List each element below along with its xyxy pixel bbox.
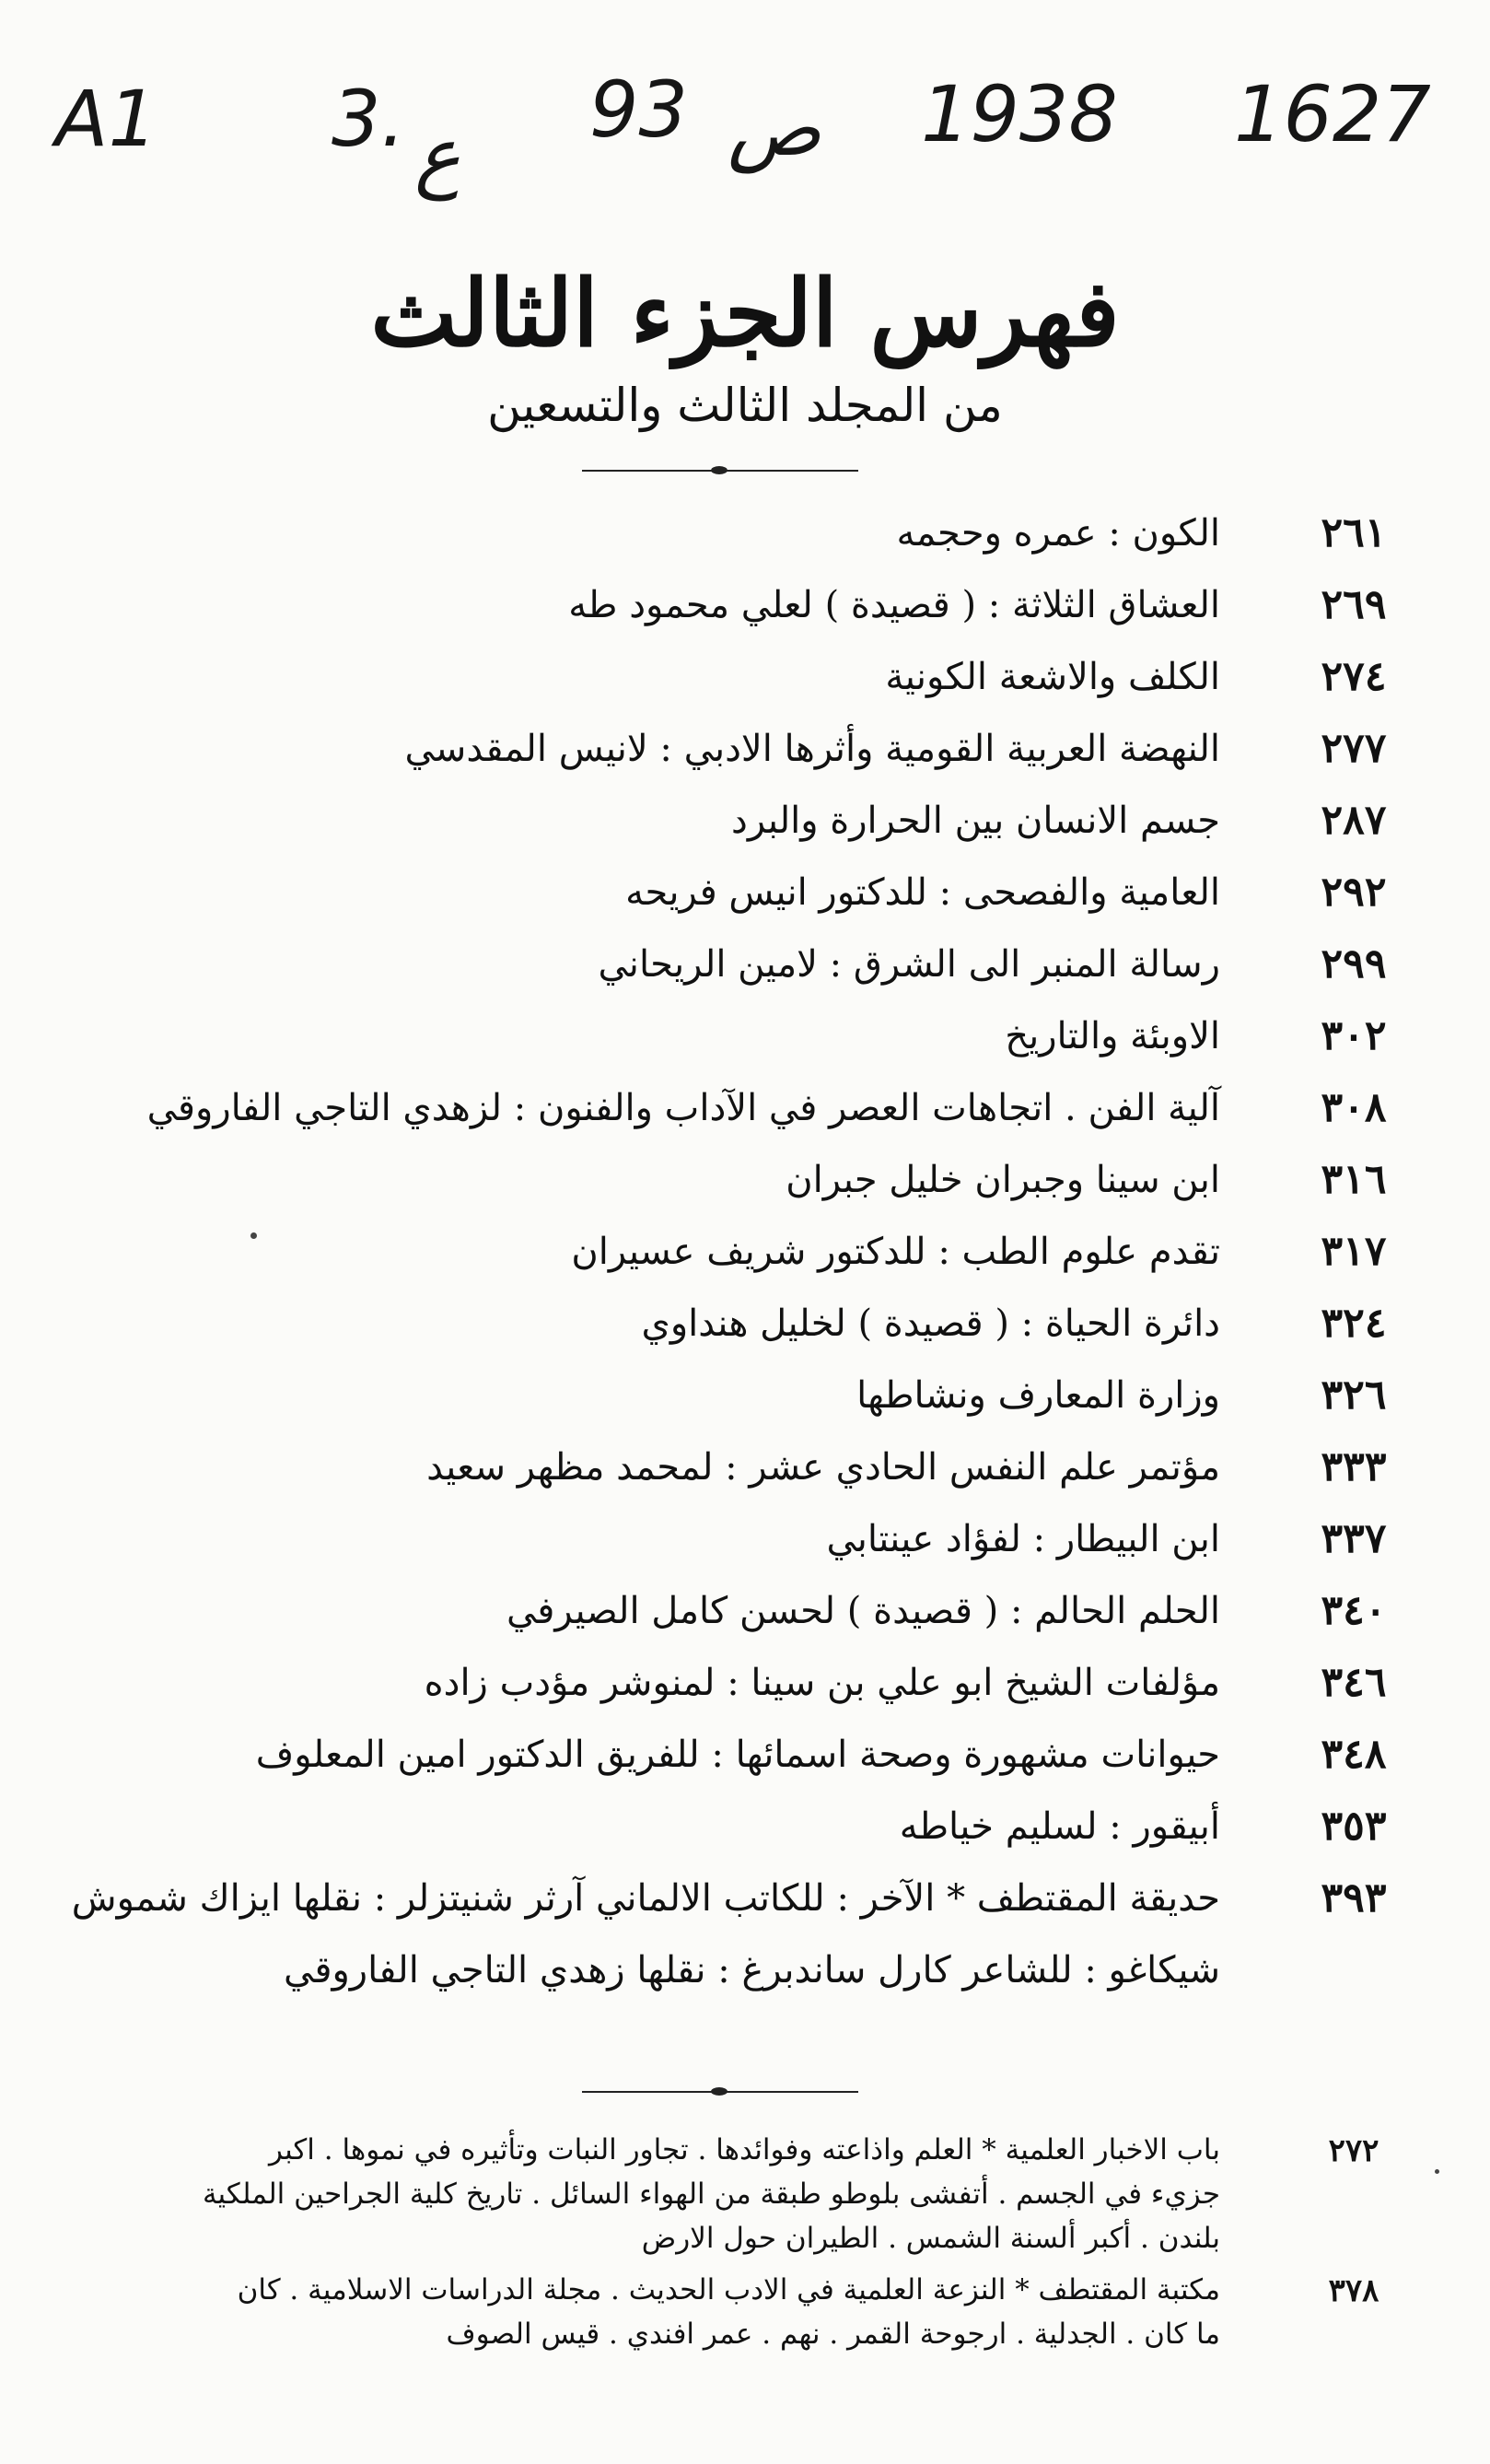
toc-entry-title: مؤتمر علم النفس الحادي عشر : لمحمد مظهر سعيد [426,1446,1220,1489]
toc-page-number: ٣٣٣ [1321,1443,1387,1490]
toc-row [28,1575,1409,1647]
toc-entry-title: وزارة المعارف ونشاطها [856,1374,1220,1417]
toc-entry-title: تقدم علوم الطب : للدكتور شريف عسيران [571,1231,1220,1273]
toc-entry-title: شيكاغو : للشاعر كارل ساندبرغ : نقلها زهدي التاجي الفاروقي [284,1949,1220,1991]
footer-page-number: ٣٧٨ [1328,2272,1379,2309]
footer-page-number: ٢٧٢ [1328,2132,1379,2169]
footer-line: باب الاخبار العلمية * العلم واذاعته وفوائدها . تجاور النبات وتأثيره في نموها . اكبر [269,2133,1220,2166]
toc-entry-title: الكون : عمره وحجمه [896,512,1220,555]
toc-entry-title: مؤلفات الشيخ ابو علي بن سينا : لمنوشر مؤدب زاده [424,1662,1220,1704]
toc-page-number: ٣٢٤ [1321,1300,1387,1347]
toc-row [28,569,1409,641]
toc-row [28,1072,1409,1144]
toc-entry-title: جسم الانسان بين الحرارة والبرد [731,800,1220,842]
toc-entry-title: العشاق الثلاثة : ( قصيدة ) لعلي محمود طه [568,584,1220,626]
toc-row [28,1000,1409,1072]
footer-section [28,2128,1409,2260]
toc-row [28,1288,1409,1360]
toc-row [28,1719,1409,1791]
toc-entry-title: الكلف والاشعة الكونية [885,656,1220,698]
toc-page-number: ٢٨٧ [1321,797,1387,844]
handwritten-annotations [0,64,1490,221]
table-of-contents [28,497,1409,2006]
toc-row [28,641,1409,713]
toc-page-number: ٣٠٢ [1321,1012,1387,1059]
toc-page-number: ٢٦٩ [1321,581,1387,628]
toc-page-number: ٣٩٣ [1321,1874,1387,1921]
toc-entry-title: الاوبئة والتاريخ [1005,1015,1220,1057]
toc-row [28,1144,1409,1216]
handwritten-note: 3. [332,74,406,164]
toc-entry-title: رسالة المنبر الى الشرق : لامين الريحاني [598,943,1220,986]
handwritten-note: 93 [589,64,688,155]
toc-row [28,1503,1409,1575]
toc-page-number: ٣٢٦ [1321,1372,1387,1419]
toc-entry-title: الحلم الحالم : ( قصيدة ) لحسن كامل الصيرفي [506,1590,1220,1632]
toc-row [28,928,1409,1000]
toc-row [28,497,1409,569]
toc-row [28,713,1409,785]
toc-entry-title: آلية الفن . اتجاهات العصر في الآداب والفنون : لزهدي التاجي الفاروقي [146,1087,1220,1129]
toc-page-number: ٣١٦ [1321,1156,1387,1203]
ornamental-divider [582,2091,858,2093]
toc-page-number: ٣٥٣ [1321,1803,1387,1850]
toc-page-number: ٢٧٧ [1321,725,1387,772]
toc-page-number: ٢٦١ [1321,509,1387,556]
toc-row [28,1863,1409,1934]
toc-row [28,1216,1409,1288]
toc-row [28,1360,1409,1431]
footer-line: ما كان . الجدلية . ارجوحة القمر . نهم . عمر افندي . قيس الصوف [446,2318,1220,2351]
toc-row [28,1431,1409,1503]
footer-line: بلندن . أكبر ألسنة الشمس . الطيران حول الارض [641,2222,1220,2255]
toc-entry-title: أبيقور : لسليم خياطه [899,1805,1220,1848]
footer-sections [28,2128,1409,2356]
toc-page-number: ٣٤٦ [1321,1659,1387,1706]
page-subtitle: من المجلد الثالث والتسعين [487,379,1003,432]
toc-row [28,1647,1409,1719]
toc-page-number: ٢٩٩ [1321,940,1387,987]
paper-speck [250,1232,257,1239]
toc-entry-title: النهضة العربية القومية وأثرها الادبي : لانيس المقدسي [404,728,1220,770]
toc-page-number: ٢٧٤ [1321,653,1387,700]
toc-page-number: ٣١٧ [1321,1228,1387,1275]
toc-row-continuation [28,1934,1409,2006]
footer-section [28,2268,1409,2356]
toc-row [28,1791,1409,1863]
ornamental-divider [582,470,858,472]
toc-entry-title: ابن سينا وجبران خليل جبران [786,1159,1220,1201]
paper-speck [1435,2169,1439,2174]
toc-entry-title: العامية والفصحى : للدكتور انيس فريحه [625,871,1220,914]
toc-entry-title: ابن البيطار : لفؤاد عينتابي [826,1518,1220,1560]
toc-entry-title: حديقة المقتطف * الآخر : للكاتب الالماني آرثر شنيتزلر : نقلها ايزاك شموش [71,1877,1220,1920]
toc-page-number: ٢٩٢ [1321,869,1387,916]
page-title: فهرس الجزء الثالث [370,259,1120,368]
toc-page-number: ٣٠٨ [1321,1084,1387,1131]
footer-line: جزيء في الجسم . أتفشى بلوطو طبقة من الهواء السائل . تاريخ كلية الجراحين الملكية [202,2178,1220,2211]
toc-entry-title: دائرة الحياة : ( قصيدة ) لخليل هنداوي [641,1302,1220,1345]
toc-page-number: ٣٤٨ [1321,1731,1387,1778]
handwritten-note: ص [728,83,821,173]
handwritten-note: A1 [55,74,157,164]
handwritten-note: ع [414,111,461,201]
handwritten-note: 1938 [921,69,1118,159]
toc-page-number: ٣٤٠ [1321,1587,1387,1634]
footer-line: مكتبة المقتطف * النزعة العلمية في الادب الحديث . مجلة الدراسات الاسلامية . كان [237,2273,1220,2306]
toc-entry-title: حيوانات مشهورة وصحة اسمائها : للفريق الدكتور امين المعلوف [255,1734,1220,1776]
toc-page-number: ٣٣٧ [1321,1515,1387,1562]
handwritten-note: 1627 [1234,69,1431,159]
toc-row [28,857,1409,928]
toc-row [28,785,1409,857]
